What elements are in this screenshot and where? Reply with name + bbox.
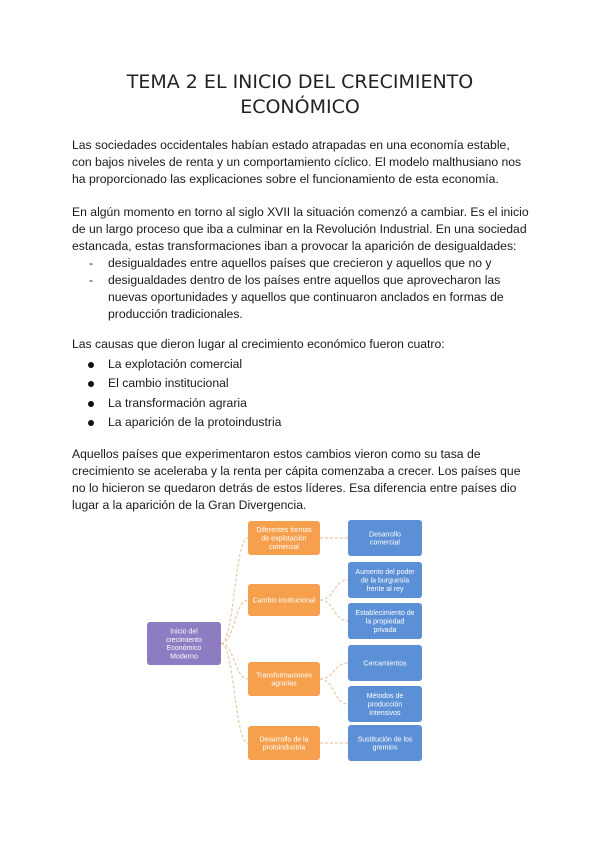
leaf-node-text: la propiedad [365, 618, 405, 626]
branch-node-text: Transformaciones [256, 672, 312, 680]
text-line: lugar a la aparición de la Gran Divergencia. [72, 498, 307, 512]
leaf-node-text: Sustitución de los [357, 736, 413, 744]
leaf-node-text: gremios [372, 744, 398, 752]
text-line: En algún momento en torno al siglo XVII la situación comenzó a cambiar. Es el inicio [72, 205, 529, 219]
text-line: ha proporcionado las explicaciones sobre el funcionamiento de esta economía. [72, 172, 499, 186]
branch-node-text: de explotación [261, 535, 307, 543]
text-line: de un largo proceso que iba a culminar en la Revolución Industrial. En una sociedad [72, 222, 527, 236]
title-line-2: ECONÓMICO [240, 96, 360, 118]
branch-node-text: protoindustria [262, 744, 306, 752]
leaf-node-text: comercial [370, 539, 400, 547]
branch-node-text: Cambio institucional [252, 597, 316, 605]
connector-line [320, 600, 348, 621]
leaf-node-text: frente al rey [366, 585, 404, 593]
text-line: producción tradicionales. [108, 307, 243, 321]
leaf-node-text: Aumento del poder [355, 569, 415, 577]
leaf-node-text: Métodos de [366, 693, 404, 701]
bullet-text: El cambio institucional [108, 376, 229, 390]
branch-node-text: Desarrollo de la [259, 736, 309, 744]
title-line-1: TEMA 2 EL INICIO DEL CRECIMIENTO [126, 71, 474, 93]
root-node-text: Inicio del [170, 628, 198, 636]
bullet-text: La transformación agraria [108, 396, 247, 410]
leaf-node-text: producción [367, 701, 403, 709]
connector-line [320, 580, 348, 600]
branch-node-text: Diferentes formas [256, 527, 312, 535]
text-line: crecimiento se aceleraba y la renta per cápita comenzaba a crecer. Los países que [72, 464, 521, 478]
text-line: no lo hicieron se quedaron detrás de estos líderes. Esa diferencia entre países dio [72, 481, 517, 495]
dash-marker: - [89, 256, 94, 270]
bullet-text: La explotación comercial [108, 357, 243, 371]
branch-node-text: comercial [269, 543, 299, 551]
root-node-text: Económico [166, 645, 202, 653]
text-line: con bajos niveles de renta y un comportamiento cíclico. El modelo malthusiano nos [72, 155, 522, 169]
connector-line [221, 644, 248, 680]
connector-line [221, 538, 248, 644]
branch-node-text: agrarias [271, 680, 297, 688]
bullet-text: La aparición de la protoindustria [108, 415, 282, 429]
leaf-node-text: Desarrollo [369, 531, 401, 539]
text-line: Aquellos países que experimentaron estos cambios vieron como su tasa de [72, 447, 481, 461]
connector-line [221, 600, 248, 644]
root-node-text: Moderno [170, 653, 198, 661]
text-line: nuevas oportunidades y aquellos que continuaron anclados en formas de [108, 290, 504, 304]
text-line: estancada, estas transformaciones iban a provocar la aparición de desigualdades: [72, 239, 517, 253]
leaf-node-text: Establecimiento de [355, 610, 415, 618]
text-line: desigualdades entre aquellos países que crecieron y aquellos que no y [108, 256, 492, 270]
leaf-node-text: Cercamientos [363, 660, 407, 668]
dash-marker: - [89, 273, 94, 287]
root-node-text: crecimiento [166, 636, 202, 644]
leaf-node-text: de la burguesía [360, 577, 410, 585]
connector-line [221, 644, 248, 744]
leaf-node-text: intensivos [369, 709, 401, 717]
leaf-node-text: privada [373, 626, 397, 634]
text-line: Las sociedades occidentales habían estado atrapadas en una economía estable, [72, 138, 510, 152]
text-line: desigualdades dentro de los países entre aquellos que aprovecharon las [108, 273, 501, 287]
paragraph-causes: Las causas que dieron lugar al crecimiento económico fueron cuatro: [72, 337, 445, 351]
connector-line [320, 679, 348, 704]
connector-line [320, 663, 348, 679]
